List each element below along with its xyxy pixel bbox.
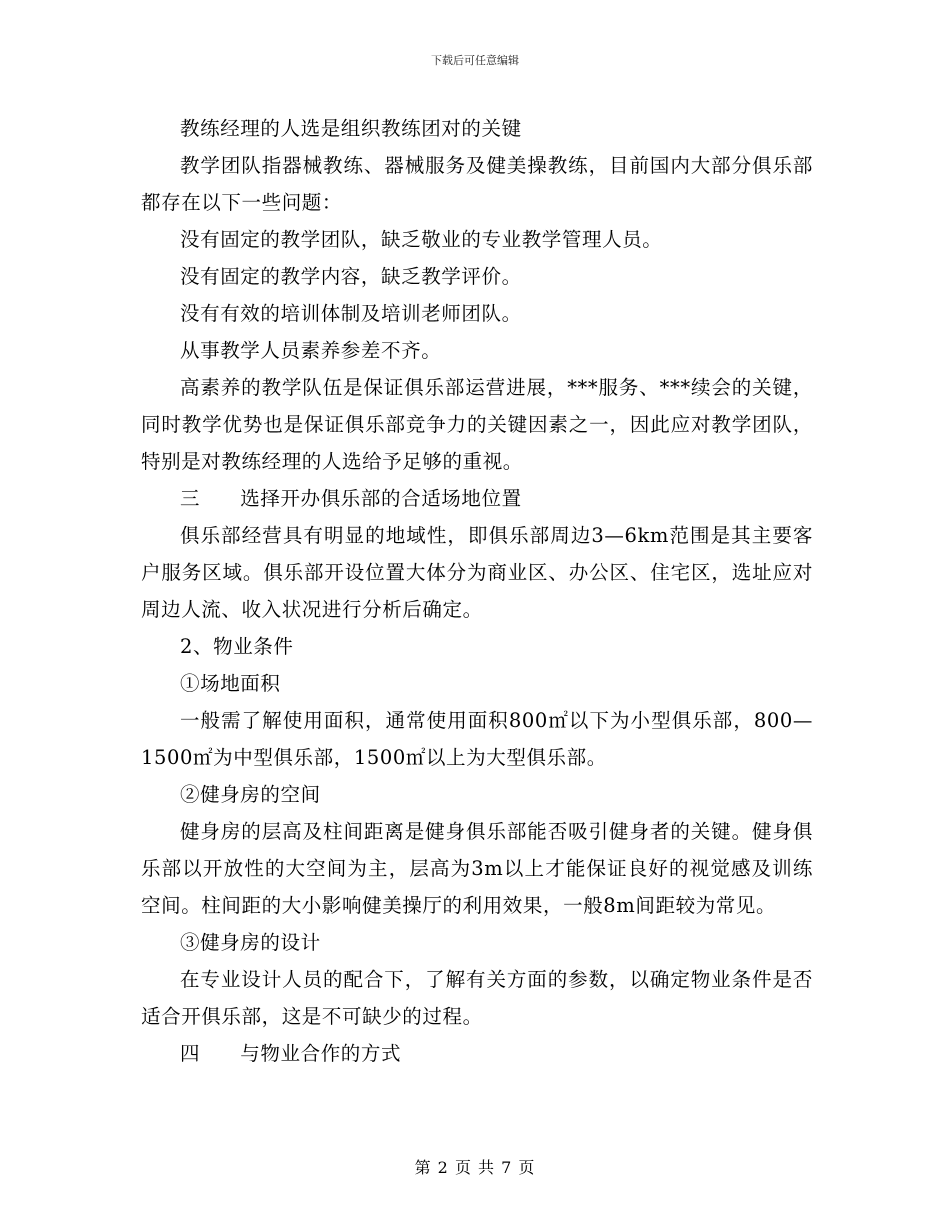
paragraph: 教练经理的人选是组织教练团对的关键 xyxy=(180,117,522,140)
document-body xyxy=(141,110,813,1072)
paragraph: 从事教学人员素养参差不齐。 xyxy=(180,339,442,362)
paragraph: 一般需了解使用面积，通常使用面积800㎡以下为小型俱乐部，800—1500㎡为中型俱乐部，1500㎡以上为大型俱乐部。 xyxy=(141,709,813,769)
item-heading: ②健身房的空间 xyxy=(180,783,321,806)
paragraph: 在专业设计人员的配合下，了解有关方面的参数，以确定物业条件是否适合开俱乐部，这是不可缺少的过程。 xyxy=(141,968,813,1028)
page-label-suffix: 页 xyxy=(518,1158,536,1177)
section-heading: 四 与物业合作的方式 xyxy=(180,1042,402,1065)
paragraph: 健身房的层高及柱间距离是健身俱乐部能否吸引健身者的关键。健身俱乐部以开放性的大空间为主，层高为3m以上才能保证良好的视觉感及训练空间。柱间距的大小影响健美操厅的利用效果，一般8m间距较为常见。 xyxy=(141,820,813,917)
current-page-number: 2 xyxy=(437,1158,449,1177)
item-heading: ①场地面积 xyxy=(180,672,281,695)
page-footer xyxy=(0,1155,950,1178)
section-heading: 三 选择开办俱乐部的合适场地位置 xyxy=(180,487,522,510)
page-header: 下载后可任意编辑 xyxy=(431,54,519,67)
page-label-prefix: 第 xyxy=(414,1158,432,1177)
paragraph: 教学团队指器械教练、器械服务及健美操教练，目前国内大部分俱乐部都存在以下一些问题： xyxy=(141,154,813,214)
paragraph: 俱乐部经营具有明显的地域性，即俱乐部周边3—6km范围是其主要客户服务区域。俱乐部开设位置大体分为商业区、办公区、住宅区，选址应对周边人流、收入状况进行分析后确定。 xyxy=(141,524,813,621)
paragraph: 没有有效的培训体制及培训老师团队。 xyxy=(180,302,522,325)
paragraph: 没有固定的教学团队，缺乏敬业的专业教学管理人员。 xyxy=(180,228,663,251)
subsection-heading: 2、物业条件 xyxy=(180,635,294,658)
page-label-mid: 页 共 xyxy=(454,1158,496,1177)
item-heading: ③健身房的设计 xyxy=(180,931,321,954)
paragraph: 没有固定的教学内容，缺乏教学评价。 xyxy=(180,265,522,288)
total-page-count: 7 xyxy=(501,1158,513,1177)
paragraph: 高素养的教学队伍是保证俱乐部运营进展，***服务、***续会的关键，同时教学优势也是保证俱乐部竞争力的关键因素之一，因此应对教学团队，特别是对教练经理的人选给予足够的重视。 xyxy=(141,376,813,473)
